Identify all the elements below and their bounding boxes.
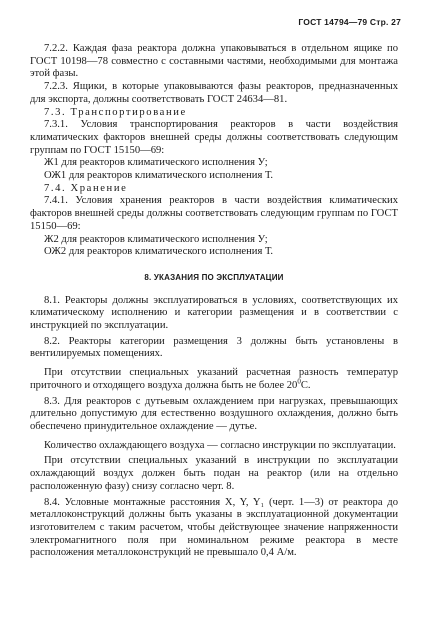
list-item-ozh2: ОЖ2 для реакторов климатического исполнения Т. [44,246,274,258]
paragraph-cooling-air-amount: Количество охлаждающего воздуха — согласно инструкции по эксплуатации. [44,439,396,451]
page-header: ГОСТ 14794—79 Стр. 27 [298,17,401,27]
degree-superscript: 0 [297,377,301,386]
paragraph-7-2-2: 7.2.2. Каждая фаза реактора должна упаковываться в отдельном ящике по ГОСТ 10198—78 совместно с составными частями, необходимыми для монтажа этой фазы. [30,43,398,80]
list-item-ozh1: ОЖ1 для реакторов климатического исполнения Т. [44,170,274,182]
paragraph-temperature-difference [30,367,398,392]
subsection-heading-7-3: 7.3. Транспортирование [44,106,187,118]
paragraph-7-3-1: 7.3.1. Условия транспортирования реакторов в части воздействия климатических факторов внешней среды должны соответствовать следующим группам по ГОСТ 15150—69: [30,119,398,156]
paragraph-8-4: 8.4. Условные монтажные расстояния X, Y, Y₁ (черт. 1—3) от реактора до металлоконструкций должны быть указаны в эксплуатационной документации изготовителем с таким расчетом, чтобы действующее значение напряженности электромагнитного поля при номинальном режиме реактора в месте расположения металлоконструкций не превышало 0,4 А/м. [30,496,398,559]
list-item-zh2: Ж2 для реакторов климатического исполнения У; [44,233,268,245]
temperature-text: При отсутствии специальных указаний расчетная разность температур приточного и отходящего воздуха должна быть не более 20 [30,367,398,391]
document-content [30,43,398,560]
paragraph-8-2: 8.2. Реакторы категории размещения 3 должны быть установлены в вентилируемых помещениях. [30,335,398,360]
paragraph-8-3: 8.3. Для реакторов с дутьевым охлаждением при нагрузках, превышающих длительно допустимую для естественно воздушного охлаждения, должно быть обеспечено принудительное охлаждение — дутье. [30,395,398,432]
list-item-zh1: Ж1 для реакторов климатического исполнения У; [44,157,268,169]
paragraph-cooling-air-supply: При отсутствии специальных указаний в инструкции по эксплуатации охлаждающий воздух должен быть подан на реактор (или на отдельно расположенную фазу) снизу согласно черт. 8. [30,455,398,492]
section-title-8: 8. УКАЗАНИЯ ПО ЭКСПЛУАТАЦИИ [144,272,284,282]
subsection-heading-7-4: 7.4. Хранение [44,182,128,194]
paragraph-7-4-1: 7.4.1. Условия хранения реакторов в части воздействия климатических факторов внешней среды должны соответствовать следующим группам по ГОСТ 15150—69: [30,195,398,232]
paragraph-8-1: 8.1. Реакторы должны эксплуатироваться в условиях, соответствующих их климатическому исполнению и категории размещения и в соответствии с инструкцией по эксплуатации. [30,294,398,332]
paragraph-7-2-3: 7.2.3. Ящики, в которые упаковываются фазы реакторов, предназначенных для экспорта, должны соответствовать ГОСТ 24634—81. [30,81,398,105]
temperature-unit: С. [300,379,311,391]
